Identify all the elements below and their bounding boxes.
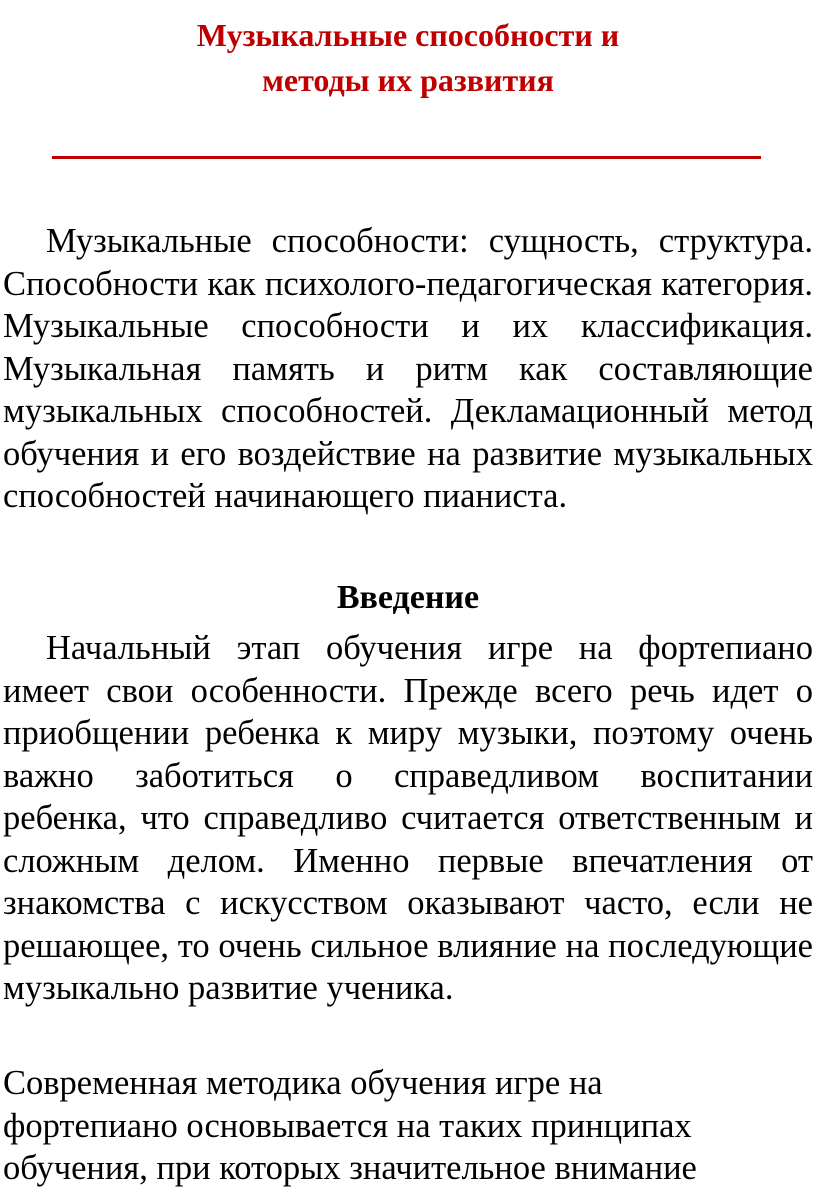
title-line-1: Музыкальные способности и (196, 17, 620, 53)
title-divider (52, 156, 761, 159)
document-title (0, 13, 816, 103)
continuation-line-2: фортепиано основывается на таких принципах (3, 1106, 692, 1145)
section-heading-introduction: Введение (336, 579, 480, 616)
summary-paragraph: Музыкальные способности: сущность, структура. Способности как психолого-педагогическая категория. Музыкальные способности и их классификация. Музыкальная память и ритм как составляющие музыкальных способностей. Декламационный метод обучения и его воздействие на развитие музыкальных способностей начинающего пианиста. (3, 222, 813, 515)
continuation-line-3: обучения, при которых значительное внимание (3, 1149, 697, 1187)
continuation-line-1: Современная методика обучения игре на (3, 1064, 603, 1102)
continuation-paragraph (3, 1062, 813, 1190)
introduction-paragraph: Начальный этап обучения игре на фортепиано имеет свои особенности. Прежде всего речь идет о приобщении ребенка к миру музыки, поэтому очень важно заботиться о справедливом воспитании ребенка, что справедливо считается ответственным и сложным делом. Именно первые впечатления от знакомства с искусством оказывают часто, если не решающее, то очень сильное влияние на последующие музыкально развитие ученика. (3, 629, 813, 1007)
title-line-2: методы их развития (262, 62, 554, 98)
